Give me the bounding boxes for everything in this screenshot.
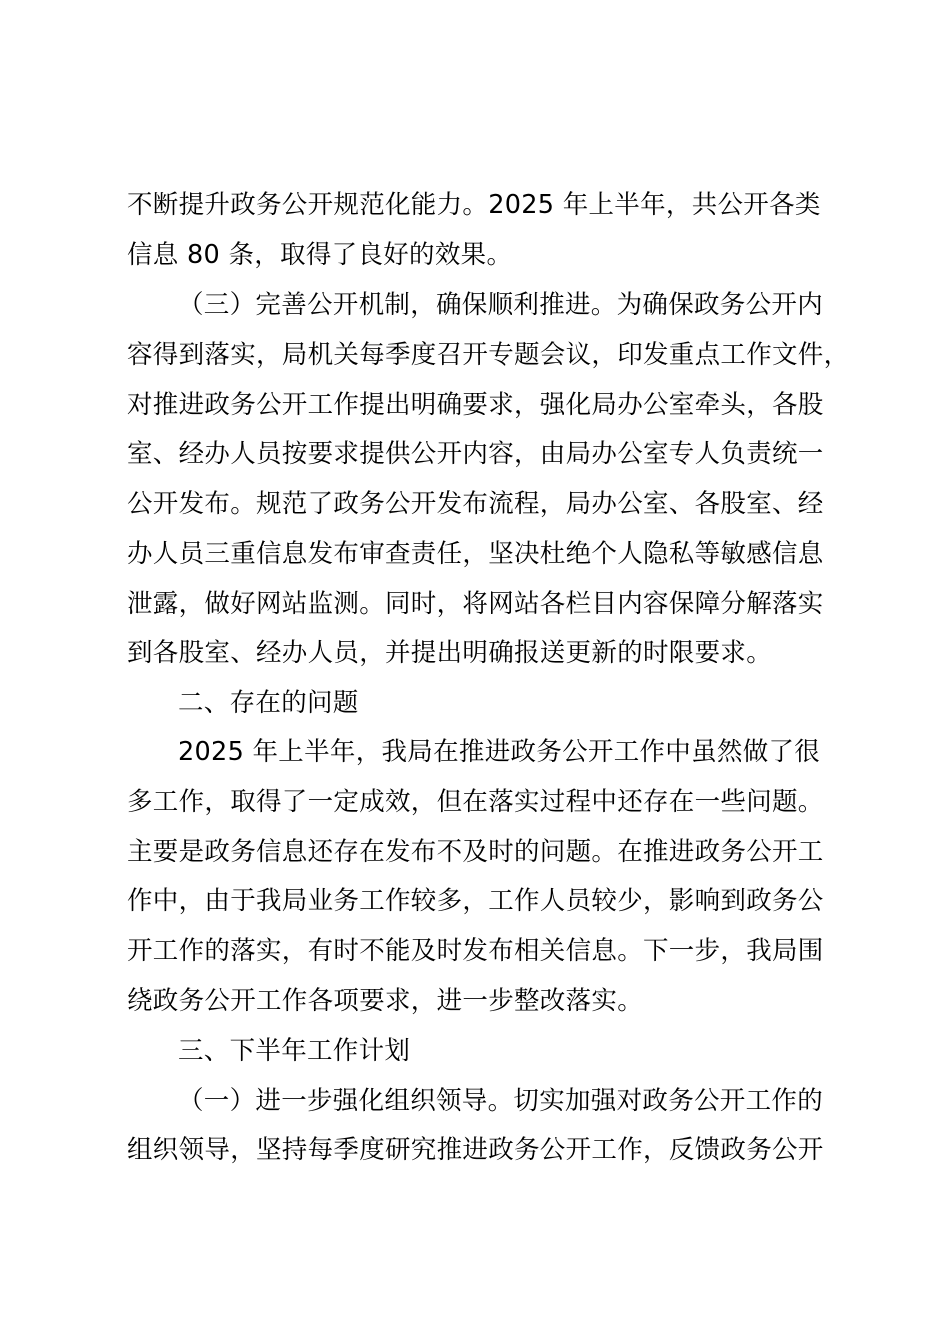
paragraph-line: 组织领导，坚持每季度研究推进政务公开工作，反馈政务公开 — [127, 1135, 824, 1165]
section-heading: 二、存在的问题 — [178, 688, 359, 718]
paragraph-line: 主要是政务信息还存在发布不及时的问题。在推进政务公开工 — [127, 837, 824, 867]
paragraph-line: （三）完善公开机制，确保顺利推进。为确保政务公开内 — [178, 290, 824, 320]
paragraph-line: 到各股室、经办人员，并提出明确报送更新的时限要求。 — [127, 638, 773, 668]
paragraph-line: 多工作，取得了一定成效，但在落实过程中还存在一些问题。 — [127, 787, 824, 817]
paragraph-line: 绕政务公开工作各项要求，进一步整改落实。 — [127, 986, 644, 1016]
paragraph-line: 信息 80 条，取得了良好的效果。 — [127, 240, 513, 270]
paragraph-line: 办人员三重信息发布审查责任，坚决杜绝个人隐私等敏感信息 — [127, 539, 824, 569]
section-heading: 三、下半年工作计划 — [178, 1036, 411, 1066]
paragraph-line: 泄露，做好网站监测。同时，将网站各栏目内容保障分解落实 — [127, 589, 824, 619]
paragraph-line: （一）进一步强化组织领导。切实加强对政务公开工作的 — [178, 1086, 824, 1116]
paragraph-line: 公开发布。规范了政务公开发布流程，局办公室、各股室、经 — [127, 489, 824, 519]
paragraph-line: 作中，由于我局业务工作较多，工作人员较少，影响到政务公 — [127, 886, 824, 916]
paragraph-line: 容得到落实，局机关每季度召开专题会议，印发重点工作文件， — [127, 340, 850, 370]
paragraph-line: 室、经办人员按要求提供公开内容，由局办公室专人负责统一 — [127, 439, 824, 469]
paragraph-line: 开工作的落实，有时不能及时发布相关信息。下一步，我局围 — [127, 936, 824, 966]
paragraph-line: 2025 年上半年，我局在推进政务公开工作中虽然做了很 — [178, 737, 821, 767]
paragraph-line: 不断提升政务公开规范化能力。2025 年上半年，共公开各类 — [127, 190, 821, 220]
paragraph-line: 对推进政务公开工作提出明确要求，强化局办公室牵头，各股 — [127, 390, 824, 420]
